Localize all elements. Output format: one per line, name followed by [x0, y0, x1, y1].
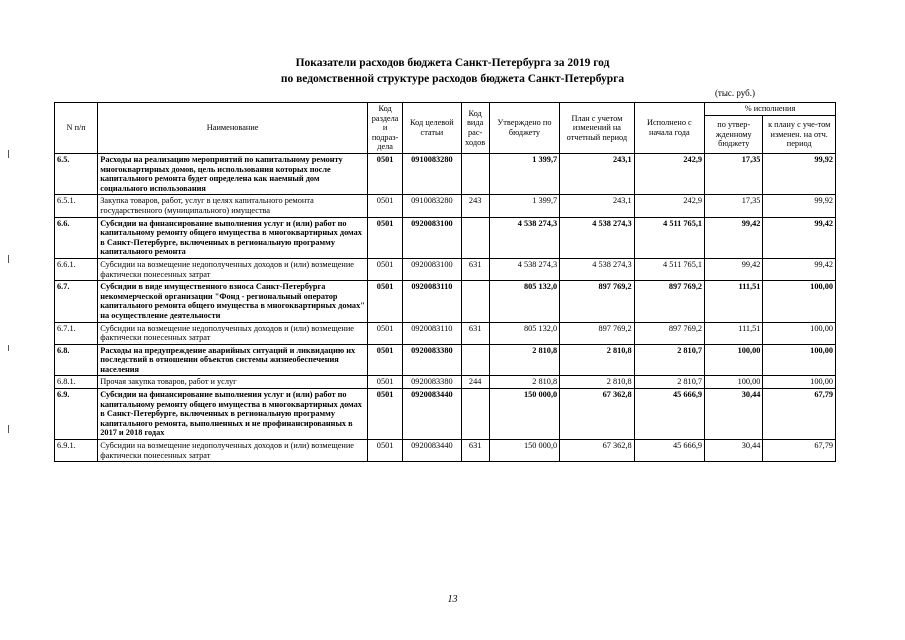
table-row	[55, 195, 836, 217]
cell-section: 0501	[367, 154, 402, 195]
cell-type: 631	[461, 440, 489, 462]
cell-type	[461, 389, 489, 440]
table-row	[55, 376, 836, 389]
cell-target: 0920083440	[403, 389, 461, 440]
cell-executed: 897 769,2	[634, 322, 704, 344]
cell-type: 243	[461, 195, 489, 217]
margin-mark	[8, 345, 9, 351]
cell-section: 0501	[367, 322, 402, 344]
header-section: Код раздела и подраз-дела	[367, 103, 402, 154]
cell-target: 0920083110	[403, 281, 461, 322]
cell-target: 0910083280	[403, 154, 461, 195]
cell-executed: 897 769,2	[634, 281, 704, 322]
cell-name: Субсидии на возмещение недополученных доходов и (или) возмещение фактически понесенных затрат	[98, 440, 368, 462]
header-name: Наименование	[98, 103, 368, 154]
cell-section: 0501	[367, 281, 402, 322]
cell-type	[461, 344, 489, 376]
cell-pct-plan: 100,00	[763, 281, 836, 322]
cell-section: 0501	[367, 344, 402, 376]
table-row	[55, 154, 836, 195]
margin-mark	[8, 255, 9, 263]
document-subtitle: по ведомственной структуре расходов бюджета Санкт-Петербурга	[280, 73, 625, 85]
cell-pct-approved: 30,44	[705, 389, 763, 440]
cell-approved: 4 538 274,3	[489, 258, 559, 280]
cell-section: 0501	[367, 376, 402, 389]
header-pct-approved: по утвер-жденному бюджету	[705, 116, 763, 154]
cell-approved: 2 810,8	[489, 344, 559, 376]
cell-num: 6.5.	[55, 154, 98, 195]
cell-pct-plan: 67,79	[763, 389, 836, 440]
margin-mark	[8, 425, 9, 433]
cell-executed: 242,9	[634, 154, 704, 195]
cell-section: 0501	[367, 195, 402, 217]
table-row	[55, 440, 836, 462]
cell-plan: 67 362,8	[560, 389, 634, 440]
cell-plan: 243,1	[560, 195, 634, 217]
cell-plan: 4 538 274,3	[560, 217, 634, 258]
cell-name: Субсидии на финансирование выполнения услуг и (или) работ по капитальному ремонту общего имущества в многоквартирных домах в Санкт-Петербурге, включенных в региональную программу капитального ремонта, выполненных и не профинансированных в 2017 и 2018 годах	[98, 389, 368, 440]
cell-approved: 805 132,0	[489, 281, 559, 322]
cell-target: 0910083280	[403, 195, 461, 217]
cell-num: 6.7.	[55, 281, 98, 322]
cell-pct-approved: 17,35	[705, 195, 763, 217]
table-row	[55, 281, 836, 322]
cell-pct-approved: 30,44	[705, 440, 763, 462]
cell-approved: 150 000,0	[489, 389, 559, 440]
header-plan: План с учетом изменений на отчетный период	[560, 103, 634, 154]
cell-plan: 4 538 274,3	[560, 258, 634, 280]
cell-name: Субсидии на возмещение недополученных доходов и (или) возмещение фактически понесенных затрат	[98, 322, 368, 344]
header-type: Код вида рас-ходов	[461, 103, 489, 154]
cell-plan: 897 769,2	[560, 322, 634, 344]
cell-name: Прочая закупка товаров, работ и услуг	[98, 376, 368, 389]
cell-pct-approved: 17,35	[705, 154, 763, 195]
cell-approved: 2 810,8	[489, 376, 559, 389]
units-label: (тыс. руб.)	[714, 88, 755, 98]
cell-section: 0501	[367, 440, 402, 462]
cell-approved: 1 399,7	[489, 195, 559, 217]
cell-target: 0920083380	[403, 376, 461, 389]
cell-executed: 242,9	[634, 195, 704, 217]
cell-name: Расходы на предупреждение аварийных ситуаций и ликвидацию их последствий в отношении объектов системы жизнеобеспечения населения	[98, 344, 368, 376]
table-row	[55, 322, 836, 344]
cell-target: 0920083440	[403, 440, 461, 462]
cell-pct-plan: 67,79	[763, 440, 836, 462]
cell-type	[461, 281, 489, 322]
cell-plan: 2 810,8	[560, 376, 634, 389]
cell-name: Субсидии на финансирование выполнения услуг и (или) работ по капитальному ремонту общего имущества в многоквартирных домах в Санкт-Петербурге, включенных в региональную программу капитального ремонта	[98, 217, 368, 258]
cell-target: 0920083100	[403, 258, 461, 280]
header-num: N п/п	[55, 103, 98, 154]
cell-num: 6.7.1.	[55, 322, 98, 344]
header-pct-group: % исполнения	[705, 103, 836, 116]
header-pct-plan: к плану с уче-том изменен. на отч. период	[763, 116, 836, 154]
table-row	[55, 258, 836, 280]
cell-pct-plan: 100,00	[763, 322, 836, 344]
cell-type: 631	[461, 322, 489, 344]
cell-approved: 1 399,7	[489, 154, 559, 195]
budget-table	[54, 102, 836, 462]
cell-pct-approved: 100,00	[705, 376, 763, 389]
cell-approved: 4 538 274,3	[489, 217, 559, 258]
page-number: 13	[447, 594, 458, 605]
header-target: Код целевой статьи	[403, 103, 461, 154]
document-title: Показатели расходов бюджета Санкт-Петербурга за 2019 год	[295, 57, 610, 69]
cell-type: 631	[461, 258, 489, 280]
cell-num: 6.6.	[55, 217, 98, 258]
cell-type: 244	[461, 376, 489, 389]
cell-pct-approved: 99,42	[705, 217, 763, 258]
cell-num: 6.9.	[55, 389, 98, 440]
header-approved: Утверждено по бюджету	[489, 103, 559, 154]
table-row	[55, 217, 836, 258]
cell-pct-approved: 99,42	[705, 258, 763, 280]
cell-num: 6.9.1.	[55, 440, 98, 462]
cell-pct-approved: 111,51	[705, 322, 763, 344]
cell-num: 6.8.1.	[55, 376, 98, 389]
cell-pct-plan: 100,00	[763, 376, 836, 389]
cell-name: Субсидии в виде имущественного взноса Санкт-Петербурга некоммерческой организации "Фонд - региональный оператор капитального ремонта общего имущества в многоквартирных домах" на осуществление деятельности	[98, 281, 368, 322]
table-row	[55, 389, 836, 440]
cell-target: 0920083100	[403, 217, 461, 258]
cell-pct-plan: 99,92	[763, 195, 836, 217]
cell-plan: 67 362,8	[560, 440, 634, 462]
cell-plan: 2 810,8	[560, 344, 634, 376]
cell-type	[461, 154, 489, 195]
cell-num: 6.6.1.	[55, 258, 98, 280]
cell-section: 0501	[367, 217, 402, 258]
cell-pct-plan: 99,92	[763, 154, 836, 195]
cell-section: 0501	[367, 389, 402, 440]
cell-num: 6.5.1.	[55, 195, 98, 217]
cell-pct-plan: 99,42	[763, 217, 836, 258]
cell-name: Закупка товаров, работ, услуг в целях капитального ремонта государственного (муниципального) имущества	[98, 195, 368, 217]
cell-name: Расходы на реализацию мероприятий по капитальному ремонту многоквартирных домов, цель использования которых после капитального ремонта будет определена как наемный дом социального использования	[98, 154, 368, 195]
cell-pct-approved: 111,51	[705, 281, 763, 322]
cell-num: 6.8.	[55, 344, 98, 376]
cell-target: 0920083110	[403, 322, 461, 344]
cell-executed: 2 810,7	[634, 376, 704, 389]
header-executed: Исполнено с начала года	[634, 103, 704, 154]
cell-executed: 45 666,9	[634, 440, 704, 462]
table-row	[55, 344, 836, 376]
margin-mark	[8, 150, 9, 158]
cell-name: Субсидии на возмещение недополученных доходов и (или) возмещение фактически понесенных затрат	[98, 258, 368, 280]
cell-section: 0501	[367, 258, 402, 280]
cell-plan: 897 769,2	[560, 281, 634, 322]
cell-pct-approved: 100,00	[705, 344, 763, 376]
cell-approved: 150 000,0	[489, 440, 559, 462]
cell-plan: 243,1	[560, 154, 634, 195]
cell-pct-plan: 100,00	[763, 344, 836, 376]
cell-executed: 4 511 765,1	[634, 258, 704, 280]
cell-executed: 2 810,7	[634, 344, 704, 376]
cell-approved: 805 132,0	[489, 322, 559, 344]
cell-executed: 45 666,9	[634, 389, 704, 440]
cell-target: 0920083380	[403, 344, 461, 376]
cell-type	[461, 217, 489, 258]
cell-executed: 4 511 765,1	[634, 217, 704, 258]
cell-pct-plan: 99,42	[763, 258, 836, 280]
